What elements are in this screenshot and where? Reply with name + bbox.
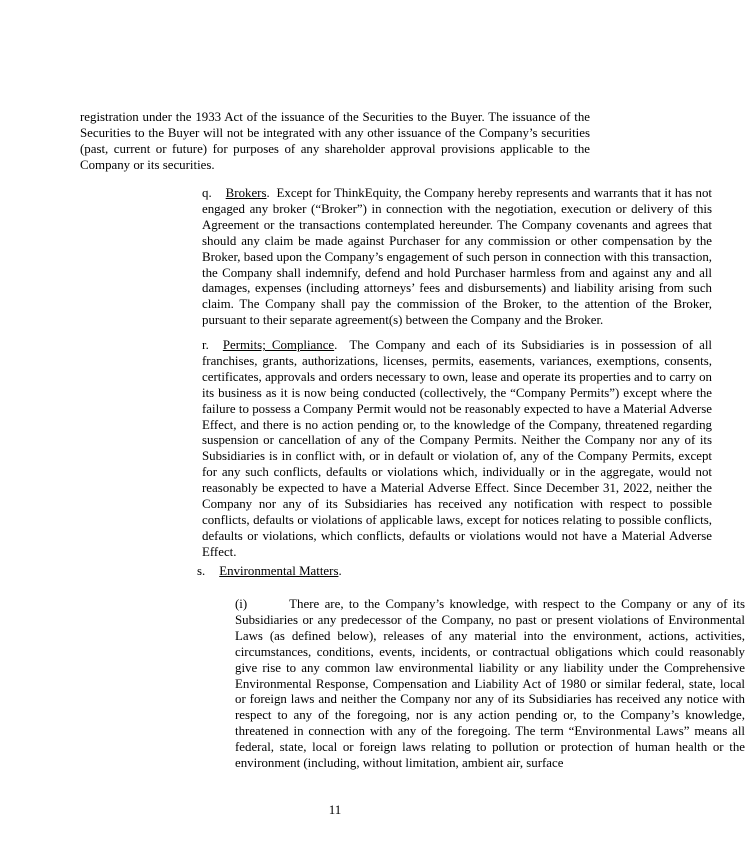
subsection-i-environmental — [80, 597, 745, 772]
subsection-i-marker: (i) — [235, 597, 248, 611]
section-s-heading: Environmental Matters — [219, 564, 339, 578]
paragraph-registration: registration under the 1933 Act of the issuance of the Securities to the Buyer. The issuance of the Securities to the Buyer will not be integrated with any other issuance of the Company’s securities (past, current or future) for purposes of any shareholder approval provisions applicable to the Company or its securities. — [80, 110, 590, 172]
section-q-marker: q. — [202, 186, 212, 200]
section-r-permits: r. Permits; Compliance. The Company and each of its Subsidiaries is in possession of all franchises, grants, authorizations, licenses, permits, easements, variances, exemptions, consents, certificates, approvals and orders necessary to own, lease and operate its properties and to carry on its business as it is now being conducted (collectively, the “Company Permits”) except where the failure to possess a Company Permit would not be reasonably expected to have a Material Adverse Effect, and there is no action pending or, to the knowledge of the Company, threatened regarding suspension or cancellation of any of the Company Permits. Neither the Company nor any of its Subsidiaries is in conflict with, or in default or violation of, any of the Company Permits, except for any such conflicts, defaults or violations which, individually or in the aggregate, would not reasonably be expected to have a Material Adverse Effect. Since December 31, 2022, neither the Company nor any of its Subsidiaries has received any notification with respect to possible conflicts, defaults or violations of applicable laws, except for notices relating to possible conflicts, defaults or violations, which conflicts, defaults or violations would not have a Material Adverse Effect. — [202, 338, 713, 559]
section-s-marker: s. — [197, 564, 206, 578]
section-q-brokers: q. Brokers. Except for ThinkEquity, the Company hereby represents and warrants that it has not engaged any broker (“Broker”) in connection with the negotiation, execution or delivery of this Agreement or the transactions contemplated hereunder. The Company covenants and agrees that should any claim be made against Purchaser for any commission or other compensation by the Broker, based upon the Company’s engagement of such person in connection with this transaction, the Company shall indemnify, defend and hold Purchaser harmless from and against any and all damages, expenses (including attorneys’ fees and disbursements) and liability arising from such claim. The Company shall pay the commission of the Broker, to the attention of the Broker, pursuant to their separate agreement(s) between the Company and the Broker. — [202, 186, 713, 328]
section-r-marker: r. — [202, 338, 209, 352]
section-q-heading: Brokers — [225, 186, 267, 200]
section-s-environmental: s. Environmental Matters. — [197, 564, 342, 578]
section-r-body: The Company and each of its Subsidiaries is in possession of all franchises, grants, authorizations, licenses, permits, easements, variances, exemptions, consents, certificates, approvals and orders necessary to own, lease and operate its properties and to carry on its business as it is now being conducted (collectively, the “Company Permits”) except where the failure to possess a Company Permit would not be reasonably expected to have a Material Adverse Effect, and there is no action pending or, to the knowledge of the Company, threatened regarding suspension or cancellation of any of the Company Permits. Neither the Company nor any of its Subsidiaries is in conflict with, or in default or violation of, any of the Company Permits, except for any such conflicts, defaults or violations which, individually or in the aggregate, would not reasonably be expected to have a Material Adverse Effect. Since December 31, 2022, neither the Company nor any of its Subsidiaries has received any notification with respect to possible conflicts, defaults or violations of applicable laws, except for notices relating to possible conflicts, defaults or violations, which conflicts, defaults or violations would not have a Material Adverse Effect. — [202, 338, 713, 559]
page-number: 11 — [328, 802, 342, 817]
section-q-body: Except for ThinkEquity, the Company hereby represents and warrants that it has not engaged any broker (“Broker”) in connection with the negotiation, execution or delivery of this Agreement or the transactions contemplated hereunder. The Company covenants and agrees that should any claim be made against Purchaser for any commission or other compensation by the Broker, based upon the Company’s engagement of such person in connection with this transaction, the Company shall indemnify, defend and hold Purchaser harmless from and against any and all damages, expenses (including attorneys’ fees and disbursements) and liability arising from such claim. The Company shall pay the commission of the Broker, to the attention of the Broker, pursuant to their separate agreement(s) between the Company and the Broker. — [202, 186, 713, 328]
section-r-heading: Permits; Compliance — [222, 338, 335, 352]
subsection-i-body: There are, to the Company’s knowledge, with respect to the Company or any of its Subsidiaries or any predecessor of the Company, no past or present violations of Environmental Laws (as defined below), releases of any material into the environment, actions, activities, circumstances, conditions, events, incidents, or contractual obligations which could reasonably give rise to any common law environmental liability or any liability under the Comprehensive Environmental Response, Compensation and Liability Act of 1980 or similar federal, state, local or foreign laws and neither the Company nor any of its Subsidiaries has received any notice with respect to any of the foregoing, nor is any action pending or, to the Company’s knowledge, threatened in connection with any of the foregoing. The term “Environmental Laws” means all federal, state, local or foreign laws relating to pollution or protection of human health or the environment (including, without limitation, ambient air, surface — [235, 597, 745, 771]
